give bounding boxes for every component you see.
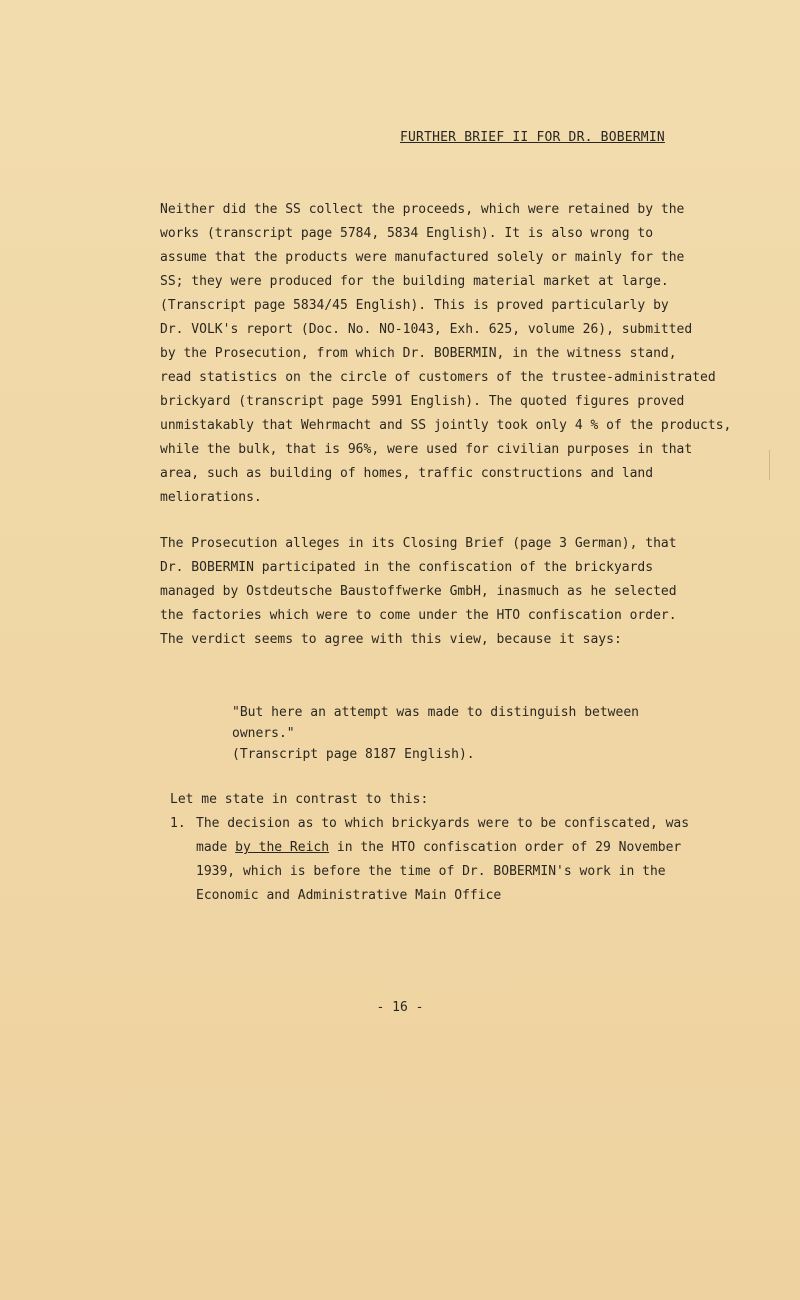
quote-citation: (Transcript page 8187 English). bbox=[232, 747, 475, 762]
quote-line: owners." bbox=[232, 726, 295, 741]
paragraph-line: brickyard (transcript page 5991 English). The quoted figures proved bbox=[160, 394, 685, 409]
page-number: - 16 - bbox=[376, 1000, 424, 1015]
paragraph-line: (Transcript page 5834/45 English). This is proved particularly by bbox=[160, 298, 669, 313]
paragraph-line: by the Prosecution, from which Dr. BOBERMIN, in the witness stand, bbox=[160, 346, 677, 361]
paragraph-line: while the bulk, that is 96%, were used for civilian purposes in that bbox=[160, 442, 693, 457]
list-line: The decision as to which brickyards were to be confiscated, was bbox=[196, 816, 690, 831]
paragraph-line: assume that the products were manufactured solely or mainly for the bbox=[160, 250, 685, 265]
list-line: 1939, which is before the time of Dr. BOBERMIN's work in the bbox=[196, 864, 666, 879]
paper-mark bbox=[761, 450, 770, 480]
document-body bbox=[160, 198, 760, 652]
emphasized-reich: by the Reich bbox=[235, 840, 330, 855]
quoted-verdict bbox=[232, 702, 639, 765]
paragraph-gap bbox=[160, 510, 760, 532]
list-item bbox=[170, 812, 689, 908]
list-number: 1. bbox=[170, 816, 186, 831]
list-line-end: in the HTO confiscation order of 29 November bbox=[329, 840, 682, 855]
paragraph-line: The Prosecution alleges in its Closing Brief (page 3 German), that bbox=[160, 536, 677, 551]
paragraph-line: SS; they were produced for the building material market at large. bbox=[160, 274, 669, 289]
paragraph-line: Dr. VOLK's report (Doc. No. NO-1043, Exh. 625, volume 26), submitted bbox=[160, 322, 693, 337]
paragraph-line: meliorations. bbox=[160, 490, 262, 505]
contrast-section bbox=[170, 788, 689, 908]
paragraph-line: Dr. BOBERMIN participated in the confiscation of the brickyards bbox=[160, 560, 654, 575]
contrast-intro: Let me state in contrast to this: bbox=[170, 792, 429, 807]
quote-line: "But here an attempt was made to distinguish between bbox=[232, 705, 639, 720]
paragraph-line: managed by Ostdeutsche Baustoffwerke GmbH, inasmuch as he selected bbox=[160, 584, 677, 599]
document-header: FURTHER BRIEF II FOR DR. BOBERMIN bbox=[400, 130, 665, 145]
list-line bbox=[196, 836, 689, 860]
list-line-start: made bbox=[196, 840, 236, 855]
list-line: Economic and Administrative Main Office bbox=[196, 888, 502, 903]
paragraph-line: read statistics on the circle of customers of the trustee-administrated bbox=[160, 370, 716, 385]
paragraph-line: Neither did the SS collect the proceeds, which were retained by the bbox=[160, 202, 685, 217]
paragraph-line: works (transcript page 5784, 5834 English). It is also wrong to bbox=[160, 226, 654, 241]
paragraph-line: the factories which were to come under the HTO confiscation order. bbox=[160, 608, 677, 623]
list-content bbox=[196, 812, 689, 908]
paragraph-line: The verdict seems to agree with this view, because it says: bbox=[160, 632, 622, 647]
paragraph-line: unmistakably that Wehrmacht and SS jointly took only 4 % of the products, bbox=[160, 418, 732, 433]
paragraph-line: area, such as building of homes, traffic constructions and land bbox=[160, 466, 654, 481]
